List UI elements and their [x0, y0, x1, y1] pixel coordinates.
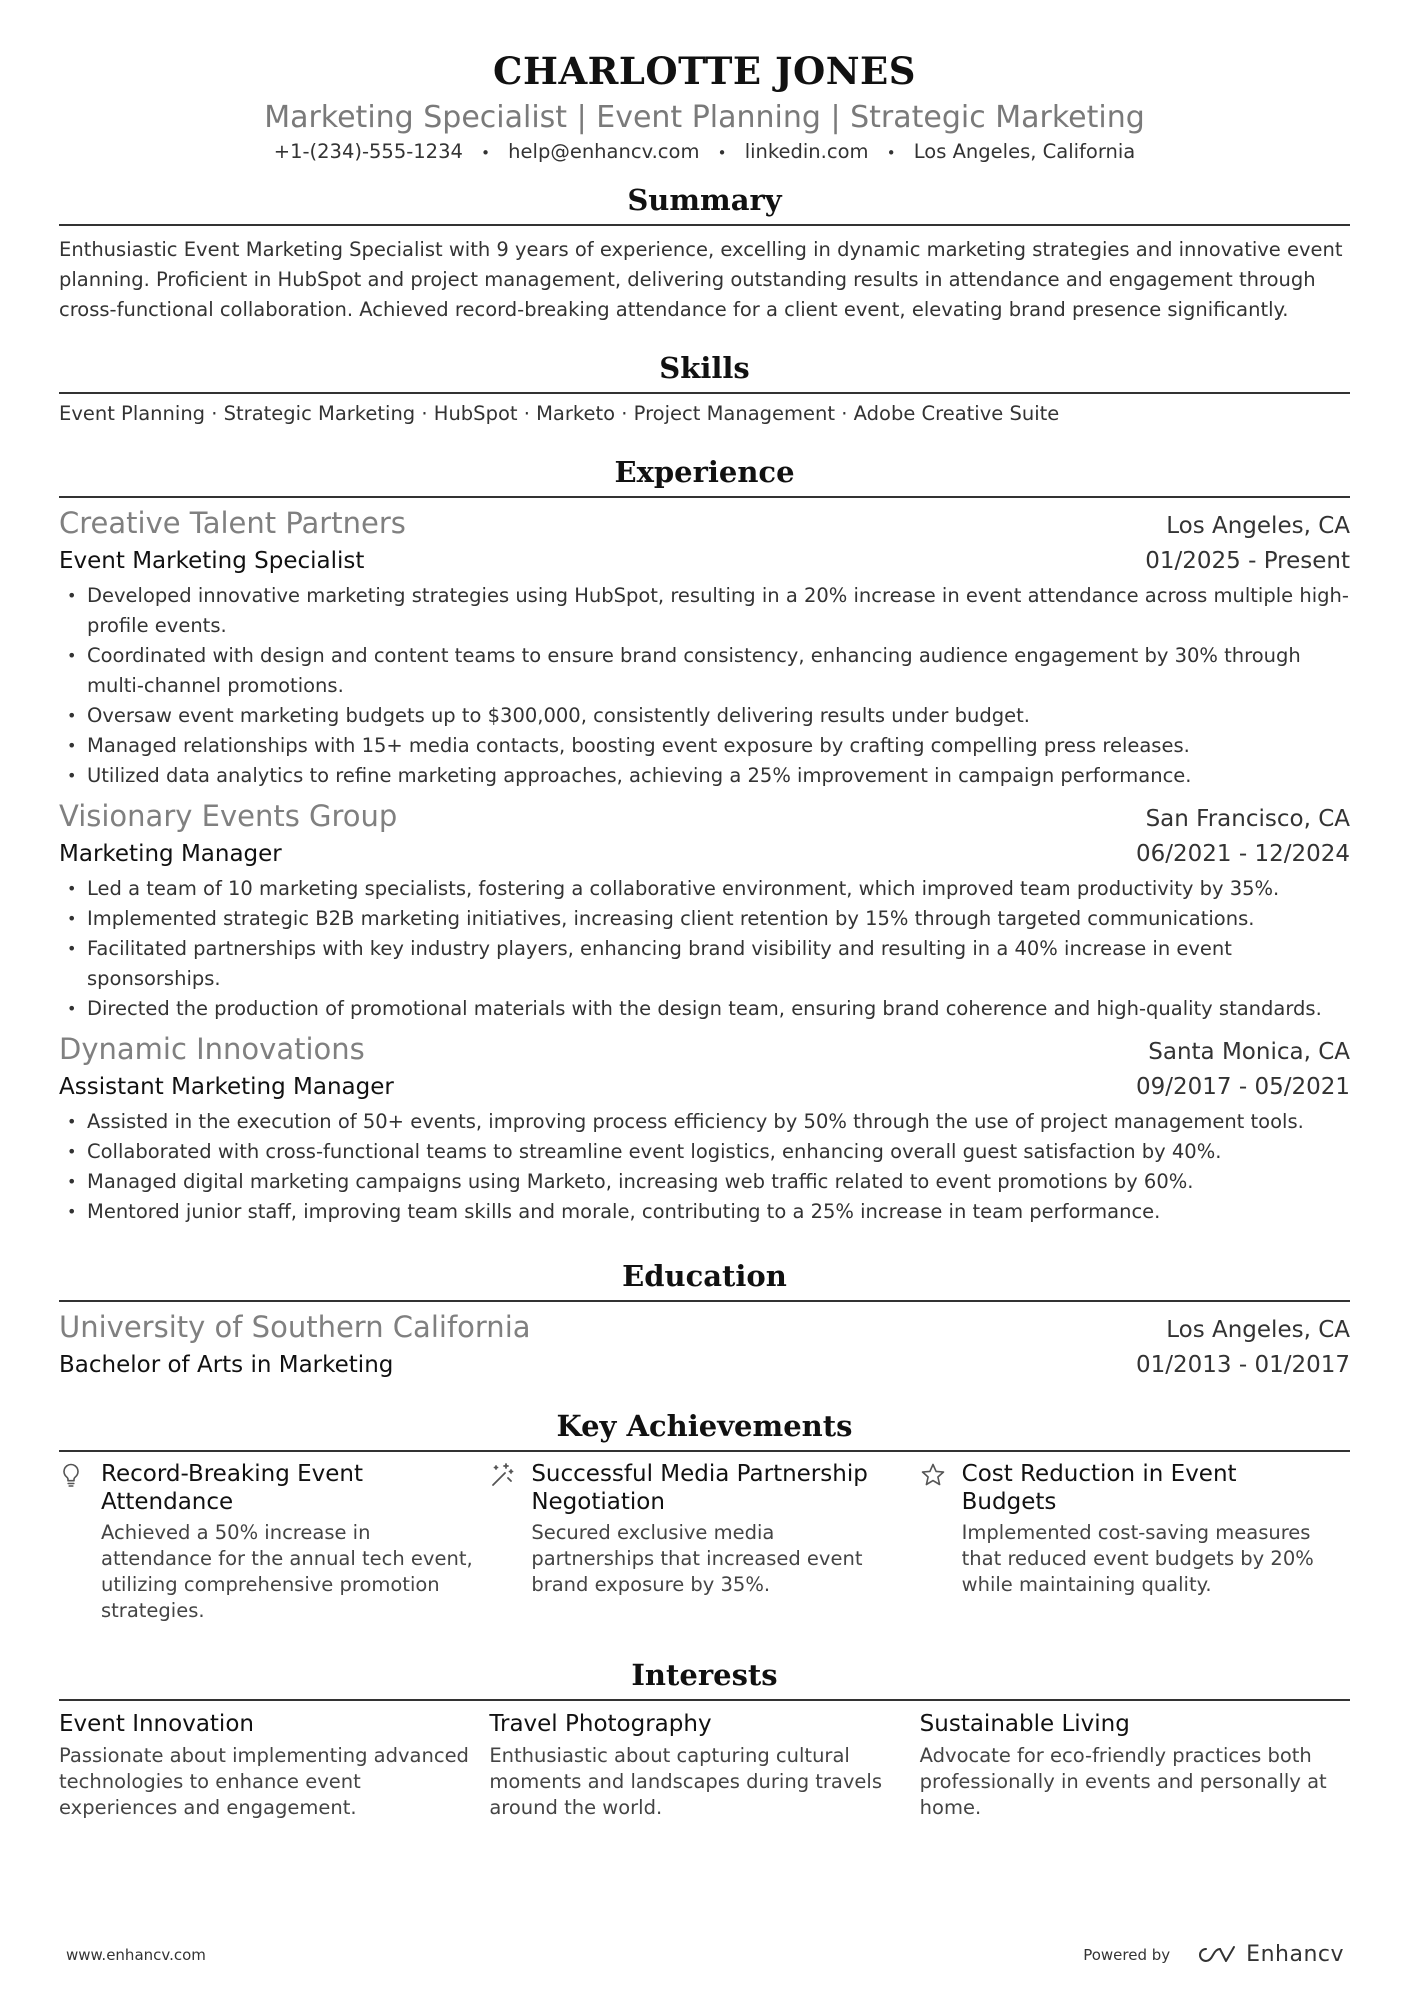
- interests-grid: [59, 1709, 1350, 1821]
- contact-separator: •: [717, 144, 727, 162]
- education-dates: 01/2013 - 01/2017: [1135, 1352, 1350, 1378]
- contact-separator: •: [481, 144, 490, 162]
- bullet-item: • Developed innovative marketing strategies using HubSpot, resulting in a 20% increase in event attendance across multiple high-profile events.: [59, 581, 1350, 641]
- job-dates: 09/2017 - 05/2021: [1135, 1074, 1350, 1100]
- achievement-item: [59, 1460, 489, 1624]
- job-title: Event Marketing Specialist: [59, 548, 365, 574]
- bullet-item: • Led a team of 10 marketing specialists, fostering a collaborative environment, which improved team productivity by 35%.: [59, 874, 1350, 904]
- star-icon: [920, 1460, 962, 1624]
- candidate-name: CHARLOTTE JONES: [493, 49, 916, 93]
- job-bullets: [59, 581, 1350, 791]
- magic-wand-icon: [489, 1460, 531, 1624]
- page-footer: [66, 1942, 1344, 1967]
- contact-location: Los Angeles, California: [913, 140, 1136, 163]
- achievement-title: Cost Reduction in Event Budgets: [961, 1461, 1237, 1515]
- achievement-title: Successful Media Partnership Negotiation: [531, 1461, 868, 1515]
- section-title-experience: Experience: [59, 451, 1350, 498]
- degree: Bachelor of Arts in Marketing: [59, 1352, 394, 1378]
- contact-line: [59, 139, 1350, 166]
- powered-by: [1083, 1942, 1344, 1967]
- job-bullets: [59, 1107, 1350, 1227]
- achievement-description: Achieved a 50% increase in attendance for the annual tech event, utilizing comprehensive promotion strategies.: [101, 1521, 473, 1622]
- section-title-interests: Interests: [59, 1654, 1350, 1701]
- brand-name: Enhancv: [1246, 1942, 1344, 1967]
- interest-item: [920, 1709, 1350, 1821]
- powered-by-label: Powered by: [1083, 1945, 1171, 1964]
- contact-linkedin[interactable]: linkedin.com: [744, 140, 869, 163]
- job-title: Marketing Manager: [59, 841, 282, 867]
- bullet-item: • Implemented strategic B2B marketing initiatives, increasing client retention by 15% through targeted communications.: [59, 904, 1350, 934]
- experience-entry: [59, 1030, 1350, 1227]
- bullet-item: • Collaborated with cross-functional teams to streamline event logistics, enhancing overall guest satisfaction by 40%.: [59, 1137, 1350, 1167]
- section-title-skills: Skills: [59, 347, 1350, 394]
- bullet-item: • Oversaw event marketing budgets up to $300,000, consistently delivering results under budget.: [59, 701, 1350, 731]
- achievements-grid: [59, 1460, 1350, 1624]
- contact-separator: •: [886, 144, 896, 162]
- education-entry: [59, 1308, 1350, 1381]
- bullet-item: • Mentored junior staff, improving team skills and morale, contributing to a 25% increase in team performance.: [59, 1197, 1350, 1227]
- experience-entry: [59, 504, 1350, 791]
- bullet-item: • Coordinated with design and content teams to ensure brand consistency, enhancing audience engagement by 30% through multi-channel promotions.: [59, 641, 1350, 701]
- section-title-education: Education: [59, 1255, 1350, 1302]
- achievement-item: [489, 1460, 919, 1624]
- bullet-item: • Managed relationships with 15+ media contacts, boosting event exposure by crafting compelling press releases.: [59, 731, 1350, 761]
- interest-title: Travel Photography: [489, 1711, 712, 1737]
- experience-entry: [59, 797, 1350, 1024]
- company-name: Visionary Events Group: [59, 799, 398, 833]
- company-name: Dynamic Innovations: [59, 1032, 365, 1066]
- bullet-item: • Facilitated partnerships with key industry players, enhancing brand visibility and resulting in a 40% increase in event sponsorships.: [59, 934, 1350, 994]
- interest-title: Event Innovation: [59, 1711, 254, 1737]
- job-dates: 06/2021 - 12/2024: [1135, 841, 1350, 867]
- interest-description: Enthusiastic about capturing cultural moments and landscapes during travels around the world.: [489, 1744, 882, 1819]
- summary-text: Enthusiastic Event Marketing Specialist with 9 years of experience, excelling in dynamic marketing strategies and innovative event planning. Proficient in HubSpot and project management, delivering outstanding results in attendance and engagement through cross-functional collaboration. Achieved record-breaking attendance for a client event, elevating brand presence significantly.: [59, 238, 1343, 321]
- brand-logo[interactable]: [1194, 1942, 1344, 1967]
- achievement-item: [920, 1460, 1350, 1624]
- interest-description: Advocate for eco-friendly practices both professionally in events and personally at home.: [919, 1744, 1327, 1819]
- skills-list: Event Planning · Strategic Marketing · HubSpot · Marketo · Project Management · Adobe Creative Suite: [59, 402, 1060, 425]
- contact-email[interactable]: help@enhancv.com: [508, 140, 700, 163]
- achievement-description: Secured exclusive media partnerships that increased event brand exposure by 35%.: [531, 1521, 863, 1596]
- bullet-item: • Utilized data analytics to refine marketing approaches, achieving a 25% improvement in campaign performance.: [59, 761, 1350, 791]
- contact-phone: +1-(234)-555-1234: [273, 140, 463, 163]
- school-location: Los Angeles, CA: [1166, 1317, 1350, 1343]
- school-name: University of Southern California: [59, 1310, 531, 1344]
- job-title: Assistant Marketing Manager: [59, 1074, 394, 1100]
- lightbulb-icon: [59, 1460, 101, 1624]
- job-bullets: [59, 874, 1350, 1024]
- job-location: Los Angeles, CA: [1166, 513, 1350, 539]
- job-location: Santa Monica, CA: [1148, 1039, 1350, 1065]
- bullet-item: • Managed digital marketing campaigns using Marketo, increasing web traffic related to event promotions by 60%.: [59, 1167, 1350, 1197]
- interest-item: [489, 1709, 919, 1821]
- bullet-item: • Assisted in the execution of 50+ events, improving process efficiency by 50% through the use of project management tools.: [59, 1107, 1350, 1137]
- section-title-summary: Summary: [59, 179, 1350, 226]
- achievement-description: Implemented cost-saving measures that reduced event budgets by 20% while maintaining quality.: [961, 1521, 1314, 1596]
- interest-item: [59, 1709, 489, 1821]
- section-title-achievements: Key Achievements: [59, 1405, 1350, 1452]
- bullet-item: • Directed the production of promotional materials with the design team, ensuring brand coherence and high-quality standards.: [59, 994, 1350, 1024]
- job-dates: 01/2025 - Present: [1145, 548, 1350, 574]
- interest-title: Sustainable Living: [919, 1711, 1130, 1737]
- enhancv-logo-icon: [1194, 1945, 1238, 1965]
- footer-url[interactable]: www.enhancv.com: [66, 1945, 206, 1964]
- interest-description: Passionate about implementing advanced technologies to enhance event experiences and engagement.: [59, 1744, 469, 1819]
- resume-header: [59, 46, 1350, 166]
- headline: Marketing Specialist | Event Planning | Strategic Marketing: [264, 100, 1145, 135]
- achievement-title: Record-Breaking Event Attendance: [101, 1461, 364, 1515]
- company-name: Creative Talent Partners: [59, 506, 406, 540]
- job-location: San Francisco, CA: [1145, 806, 1350, 832]
